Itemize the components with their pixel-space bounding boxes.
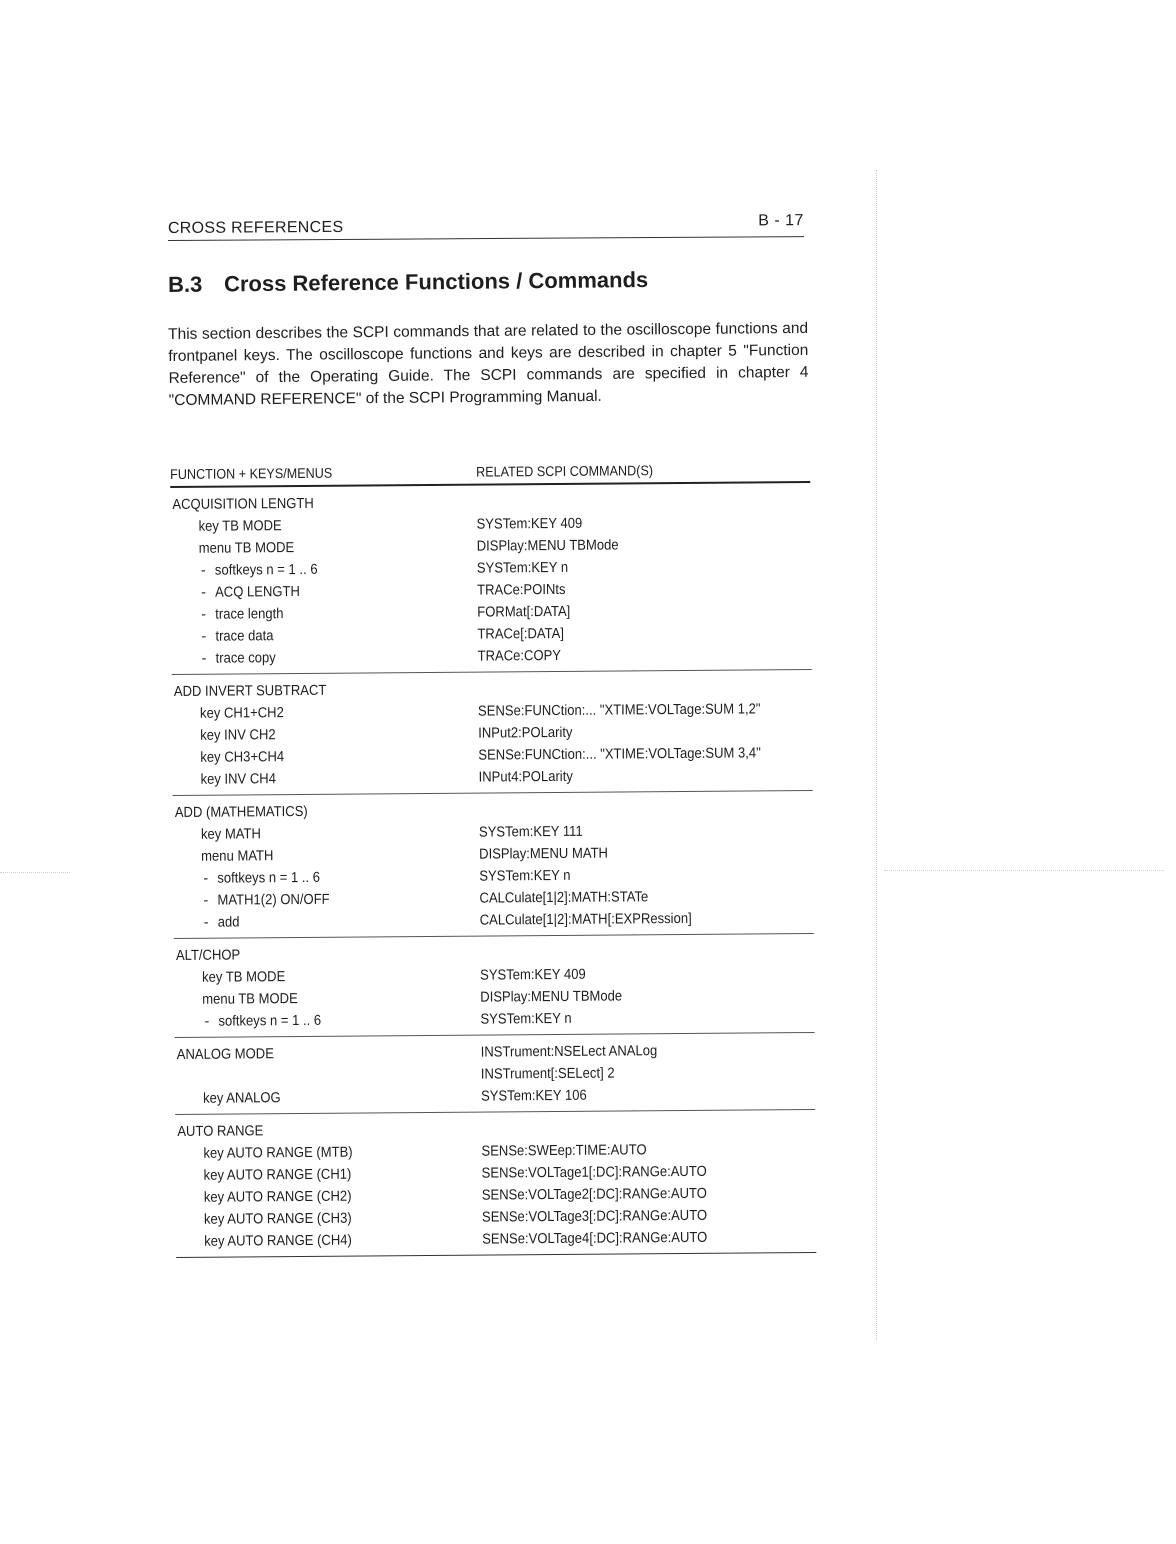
table-row: [172, 643, 812, 670]
function-label: trace data: [215, 628, 274, 645]
list-dash: -: [203, 870, 209, 887]
function-label: MATH1(2) ON/OFF: [217, 891, 330, 909]
list-dash: -: [201, 628, 207, 645]
function-cell: [171, 624, 477, 648]
scpi-command: SENSe:VOLTage4[:DC]:RANGe:AUTO: [482, 1229, 708, 1248]
command-cell: [478, 720, 812, 745]
command-cell: [480, 1006, 814, 1031]
function-label: key INV CH2: [200, 727, 276, 744]
command-cell: [481, 1039, 815, 1064]
function-label: ADD INVERT SUBTRACT: [173, 682, 327, 700]
list-dash: -: [204, 1013, 210, 1030]
table-group: [172, 670, 813, 796]
function-cell: [174, 987, 480, 1011]
function-label: key AUTO RANGE (CH3): [203, 1210, 352, 1228]
command-cell: [479, 819, 813, 844]
function-cell: [171, 558, 477, 582]
command-cell: [478, 676, 812, 701]
command-cell: [477, 643, 811, 668]
function-label: ACQ LENGTH: [215, 583, 300, 601]
function-label: key TB MODE: [202, 969, 286, 986]
scpi-command: SYSTem:KEY n: [479, 867, 571, 885]
command-cell: [478, 742, 812, 767]
cross-reference-table: [170, 451, 816, 1258]
function-label: key AUTO RANGE (MTB): [203, 1144, 353, 1162]
scpi-command: CALCulate[1|2]:MATH:STATe: [479, 889, 649, 907]
command-cell: [479, 841, 813, 866]
function-cell: [175, 1119, 481, 1143]
scpi-command: TRACe:COPY: [477, 647, 562, 665]
function-label: menu TB MODE: [202, 991, 298, 1008]
scpi-command: SYSTem:KEY n: [480, 1010, 572, 1028]
table-row: [172, 764, 812, 791]
command-cell: [482, 1226, 816, 1251]
function-label: ACQUISITION LENGTH: [172, 495, 314, 513]
function-cell: [170, 514, 476, 538]
function-cell: [175, 1141, 481, 1165]
command-cell: [476, 511, 810, 536]
scpi-command: CALCulate[1|2]:MATH[:EXPRession]: [479, 910, 692, 929]
command-cell: [481, 1116, 815, 1141]
function-label: key CH1+CH2: [199, 705, 284, 722]
table-group: [170, 483, 811, 675]
command-cell: [477, 555, 811, 580]
function-label: key CH3+CH4: [200, 749, 285, 766]
table-body: [170, 483, 816, 1258]
function-cell: [176, 1185, 482, 1209]
command-cell: [479, 885, 813, 910]
function-label: key AUTO RANGE (CH2): [203, 1188, 352, 1206]
function-cell: [174, 910, 480, 934]
scpi-command: DISPlay:MENU MATH: [479, 845, 609, 863]
scpi-command: INPut4:POLarity: [478, 768, 573, 786]
list-dash: -: [201, 606, 207, 623]
function-label: ANALOG MODE: [176, 1046, 274, 1063]
function-label: softkeys n = 1 .. 6: [217, 869, 321, 887]
function-cell: [170, 492, 476, 516]
function-label: trace length: [215, 606, 284, 623]
table-row: [176, 1226, 816, 1253]
function-cell: [174, 965, 480, 989]
function-cell: [172, 723, 478, 747]
scpi-command: SENSe:FUNCtion:... "XTIME:VOLTage:SUM 1,2": [477, 701, 761, 720]
function-label: trace copy: [215, 650, 276, 667]
table-row: [174, 1006, 814, 1033]
function-cell: [172, 701, 478, 725]
command-cell: [481, 1083, 815, 1108]
scpi-command: SENSe:VOLTage1[:DC]:RANGe:AUTO: [481, 1163, 707, 1182]
function-label: menu MATH: [201, 848, 274, 865]
function-cell: [172, 679, 478, 703]
scpi-command: INPut2:POLarity: [478, 724, 573, 742]
function-cell: [176, 1207, 482, 1231]
scpi-command: TRACe[:DATA]: [477, 625, 564, 643]
scpi-command: SYSTem:KEY 409: [480, 966, 586, 984]
intro-paragraph: This section describes the SCPI commands that are related to the oscilloscope functions and frontpanel keys. The oscilloscope functions and keys are described in chapter 5 "Function Reference" of the Operating Guide. The SCPI commands are specified in chapter 4 "COMMAND REFERENCE" of the SCPI Programming Manual.: [168, 319, 809, 409]
function-cell: [173, 822, 479, 846]
function-cell: [176, 1163, 482, 1187]
function-label: softkeys n = 1 .. 6: [218, 1012, 322, 1030]
table-group: [173, 791, 814, 939]
scpi-command: FORMat[:DATA]: [477, 603, 571, 621]
command-cell: [479, 797, 813, 822]
scpi-command: SYSTem:KEY 111: [478, 823, 583, 841]
function-label: add: [217, 914, 240, 931]
function-cell: [175, 1086, 481, 1110]
table-header-row: [170, 451, 810, 488]
function-cell: [175, 1064, 481, 1088]
scan-margin-line: [876, 170, 877, 1340]
command-cell: [482, 1204, 816, 1229]
scan-margin-mark: [884, 870, 1164, 871]
command-cell: [478, 698, 812, 723]
command-cell: [481, 1138, 815, 1163]
header-page-number: B - 17: [758, 212, 804, 230]
table-row: [175, 1083, 815, 1110]
scpi-command: TRACe:POINts: [477, 581, 566, 599]
command-cell: [477, 577, 811, 602]
table-group: [175, 1033, 816, 1115]
function-cell: [175, 1042, 481, 1066]
command-cell: [478, 764, 812, 789]
function-label: key AUTO RANGE (CH1): [203, 1166, 352, 1184]
function-cell: [173, 888, 479, 912]
scpi-command: INSTrument:NSELect ANALog: [480, 1043, 658, 1061]
table-group: [175, 1110, 816, 1258]
section-number: B.3: [167, 271, 203, 297]
function-label: key MATH: [200, 826, 261, 843]
function-label: key INV CH4: [200, 771, 277, 788]
table-row: [174, 907, 814, 934]
scpi-command: SYSTem:KEY 409: [476, 515, 583, 533]
command-cell: [482, 1182, 816, 1207]
command-cell: [480, 940, 814, 965]
function-label: ADD (MATHEMATICS): [174, 803, 308, 821]
function-cell: [171, 580, 477, 604]
command-cell: [477, 533, 811, 558]
scpi-command: SYSTem:KEY 106: [480, 1087, 587, 1105]
command-cell: [477, 599, 811, 624]
function-cell: [176, 1229, 482, 1253]
function-label: key AUTO RANGE (CH4): [204, 1232, 352, 1250]
scpi-command: SENSe:SWEep:TIME:AUTO: [481, 1142, 647, 1160]
function-cell: [171, 602, 477, 626]
command-cell: [480, 984, 814, 1009]
column-header-functions: FUNCTION + KEYS/MENUS: [170, 464, 333, 482]
list-dash: -: [200, 562, 206, 579]
function-cell: [172, 745, 478, 769]
function-cell: [173, 866, 479, 890]
function-cell: [174, 1009, 480, 1033]
function-label: AUTO RANGE: [177, 1123, 264, 1140]
scpi-command: SYSTem:KEY n: [476, 559, 569, 577]
list-dash: -: [203, 892, 209, 909]
scpi-command: SENSe:VOLTage2[:DC]:RANGe:AUTO: [481, 1185, 707, 1204]
command-cell: [477, 621, 811, 646]
table-group: [174, 934, 815, 1038]
running-header: [168, 208, 804, 241]
function-cell: [172, 767, 478, 791]
command-cell: [479, 863, 813, 888]
function-label: key TB MODE: [198, 518, 282, 535]
scpi-command: SENSe:FUNCtion:... "XTIME:VOLTage:SUM 3,4": [478, 745, 761, 764]
header-chapter-title: CROSS REFERENCES: [167, 218, 344, 238]
section-title: Cross Reference Functions / Commands: [223, 266, 649, 297]
function-cell: [173, 800, 479, 824]
command-cell: [481, 1061, 815, 1086]
command-cell: [480, 962, 814, 987]
list-dash: -: [201, 584, 206, 601]
function-label: ALT/CHOP: [175, 947, 241, 964]
function-cell: [174, 943, 480, 967]
scpi-command: SENSe:VOLTage3[:DC]:RANGe:AUTO: [481, 1207, 708, 1226]
scpi-command: DISPlay:MENU TBMode: [476, 537, 619, 555]
function-label: menu TB MODE: [198, 540, 295, 557]
command-cell: [480, 907, 814, 932]
list-dash: -: [201, 650, 207, 667]
scpi-command: DISPlay:MENU TBMode: [480, 988, 623, 1006]
section-heading: [168, 267, 648, 298]
function-cell: [173, 844, 479, 868]
function-label: softkeys n = 1 .. 6: [214, 561, 318, 579]
function-label: key ANALOG: [202, 1090, 281, 1107]
command-cell: [482, 1160, 816, 1185]
scan-margin-mark: [0, 872, 70, 873]
command-cell: [476, 489, 810, 514]
scpi-command: INSTrument[:SELect] 2: [480, 1065, 615, 1083]
function-cell: [172, 646, 478, 670]
function-cell: [171, 536, 477, 560]
column-header-commands: RELATED SCPI COMMAND(S): [476, 462, 654, 480]
list-dash: -: [203, 914, 209, 931]
